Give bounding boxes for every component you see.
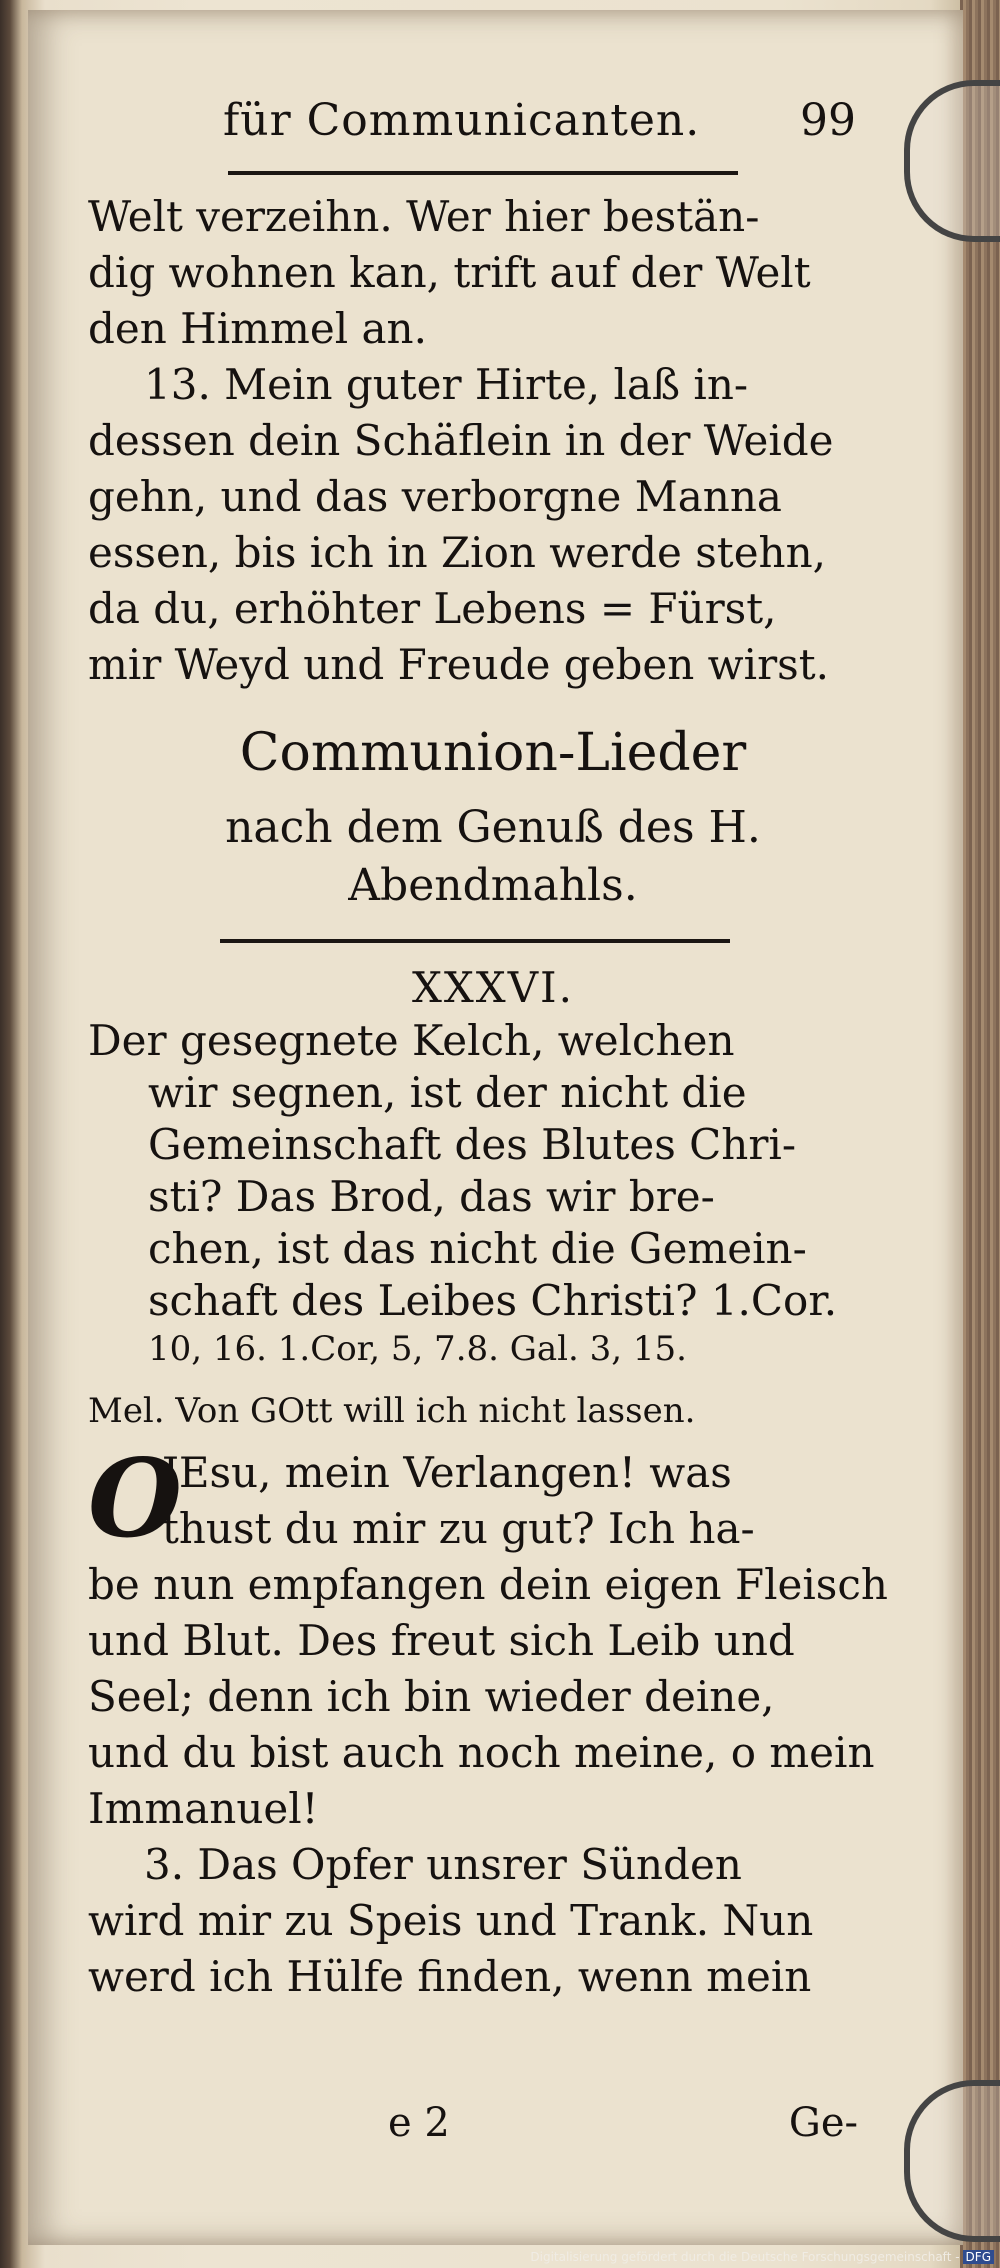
text-line: wir segnen, ist der nicht die <box>148 1068 747 1117</box>
subtitle-line: Abendmahls. <box>348 860 638 911</box>
dfg-logo: DFG <box>963 2250 994 2264</box>
text-line: dessen dein Schäflein in der Weide <box>88 416 834 465</box>
scripture-quote <box>88 1015 858 1327</box>
running-header <box>88 95 858 157</box>
text-line: Der gesegnete Kelch, welchen <box>88 1016 735 1065</box>
text-line: 13. Mein guter Hirte, laß in- <box>144 360 749 409</box>
text-line: dig wohnen kan, trift auf der Welt <box>88 248 811 297</box>
catchword: Ge- <box>788 2100 858 2146</box>
text-line: chen, ist das nicht die Gemein- <box>148 1224 807 1273</box>
text-line: wird mir zu Speis und Trank. Nun <box>88 1896 814 1945</box>
page-text <box>88 95 888 2005</box>
text-line: gehn, und das verborgne Manna <box>88 472 782 521</box>
digitization-credit <box>530 2250 994 2264</box>
text-line: JEsu, mein Verlangen! was <box>162 1448 732 1497</box>
hymn-verse-1 <box>88 1436 888 1837</box>
text-line: mir Weyd und Freude geben wirst. <box>88 640 829 689</box>
section-subtitle <box>88 799 858 915</box>
text-line: Gemeinschaft des Blutes Chri- <box>148 1120 797 1169</box>
section-title: Communion-Lieder <box>239 723 747 783</box>
drop-cap: O <box>88 1436 183 1562</box>
text-line: den Himmel an. <box>88 304 427 353</box>
text-line: und du bist auch noch meine, o mein <box>88 1728 875 1777</box>
text-line: Immanuel! <box>88 1784 319 1833</box>
verse-3 <box>88 1837 858 2005</box>
text-line: werd ich Hülfe finden, wenn mein <box>88 1952 812 2001</box>
signature-mark: e 2 <box>388 2100 450 2146</box>
page-footer <box>88 2100 858 2146</box>
text-line: be nun empfangen dein eigen Fleisch <box>88 1560 888 1609</box>
continuation-paragraph <box>88 189 858 357</box>
text-line: da du, erhöhter Lebens = Fürst, <box>88 584 777 633</box>
hymn-number: XXXVI. <box>412 963 574 1012</box>
verse-13 <box>88 357 858 693</box>
text-line: thust du mir zu gut? Ich ha- <box>162 1504 755 1553</box>
header-rule <box>228 171 738 175</box>
text-line: schaft des Leibes Christi? 1.Cor. <box>148 1276 838 1325</box>
text-line: Welt verzeihn. Wer hier bestän- <box>88 192 760 241</box>
melody-line: Mel. Von GOtt will ich nicht lassen. <box>88 1391 696 1431</box>
scripture-reference: 10, 16. 1.Cor, 5, 7.8. Gal. 3, 15. <box>148 1329 687 1369</box>
text-line: essen, bis ich in Zion werde stehn, <box>88 528 826 577</box>
text-line: und Blut. Des freut sich Leib und <box>88 1616 795 1665</box>
book-edge <box>960 0 1000 2268</box>
text-line: sti? Das Brod, das wir bre- <box>148 1172 715 1221</box>
subtitle-line: nach dem Genuß des H. <box>225 802 761 853</box>
running-title: für Communicanten. <box>223 95 701 146</box>
text-line: Seel; denn ich bin wieder deine, <box>88 1672 775 1721</box>
text-line: 3. Das Opfer unsrer Sünden <box>144 1840 742 1889</box>
page-number: 99 <box>800 95 856 146</box>
credit-text: Digitalisierung gefördert durch die Deutsche Forschungsgemeinschaft - <box>530 2250 960 2264</box>
section-rule <box>220 939 730 943</box>
